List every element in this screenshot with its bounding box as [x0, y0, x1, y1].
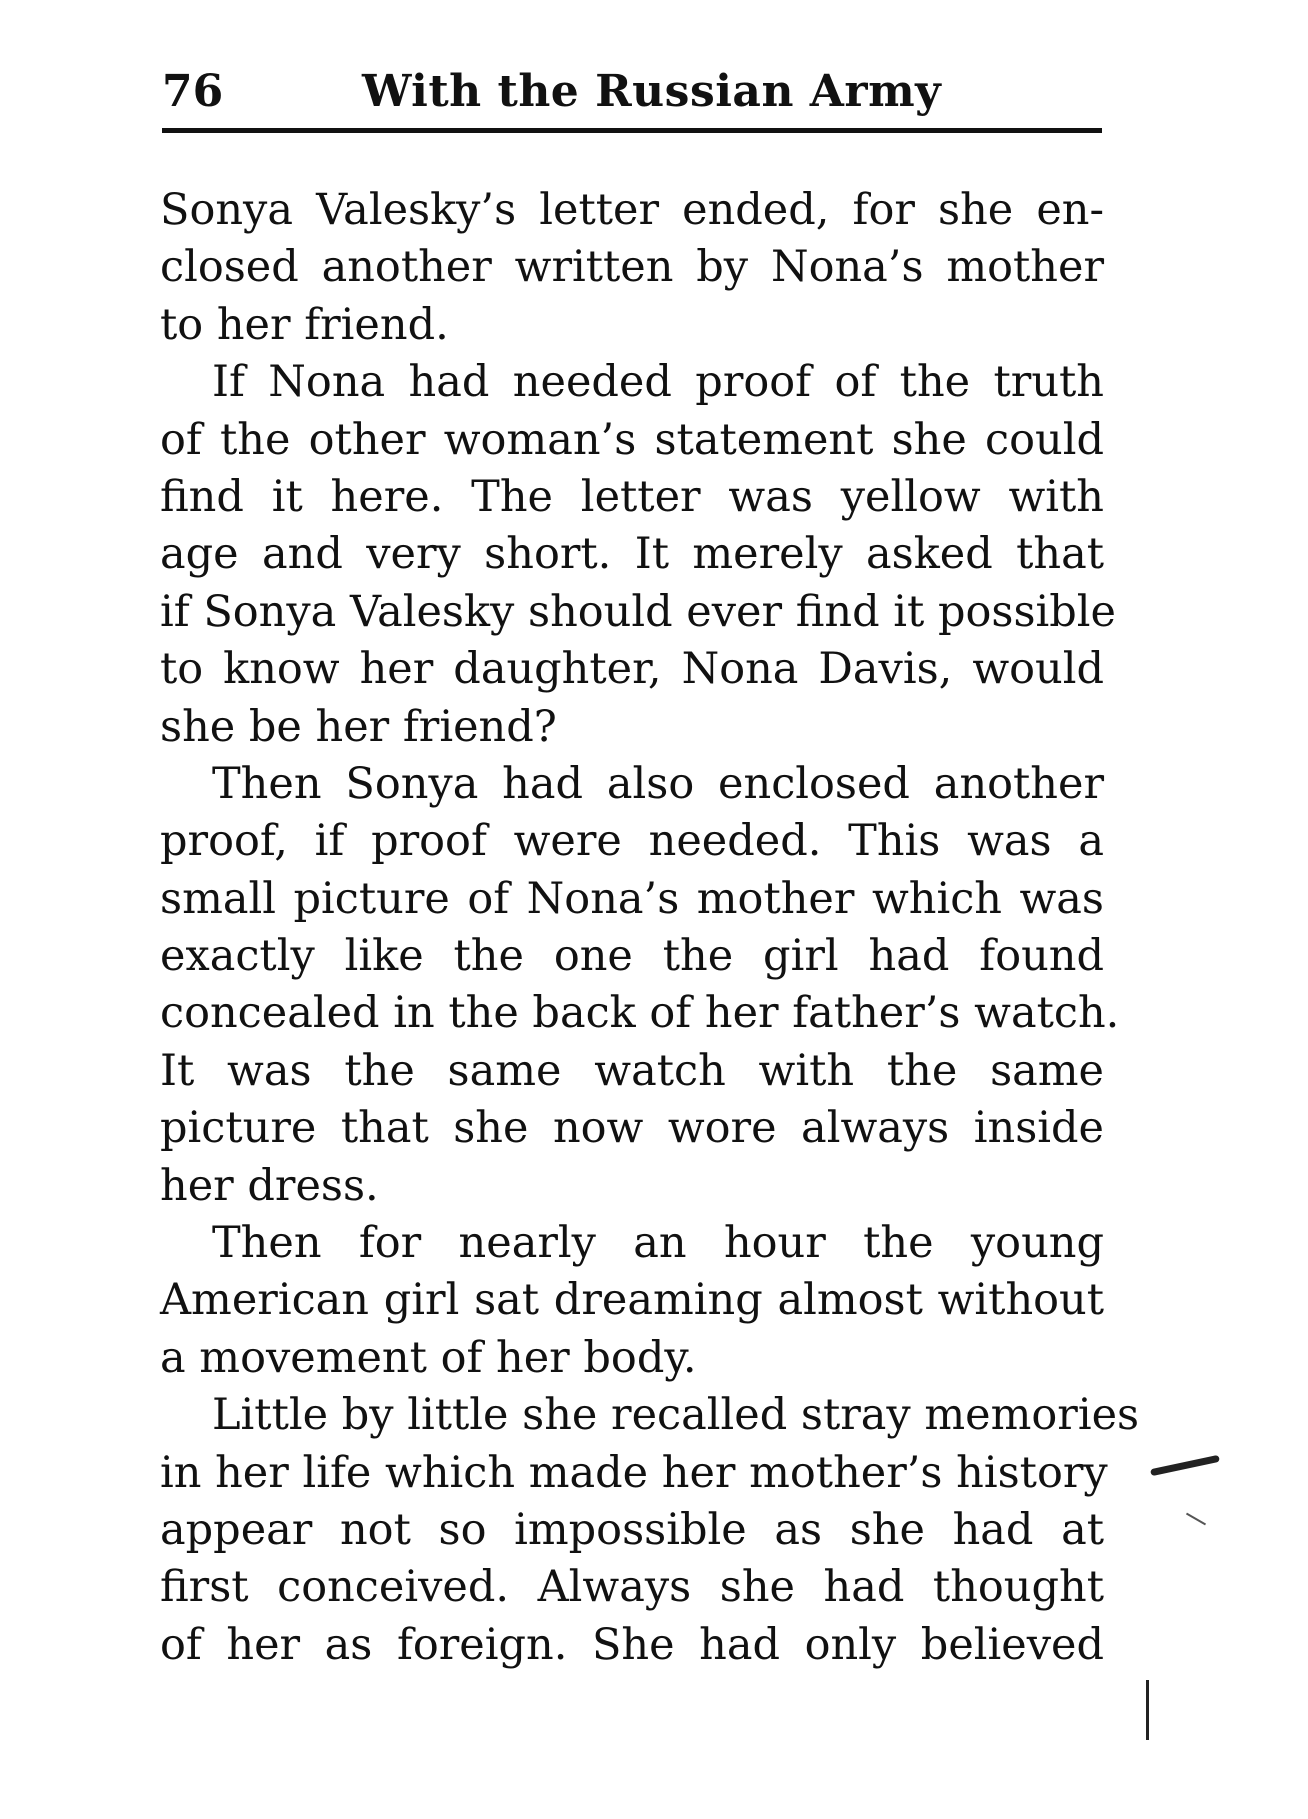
body-text	[160, 182, 1140, 1674]
text-line: proof, if proof were needed. This was a	[160, 816, 1104, 867]
text-line: of the other woman’s statement she could	[160, 414, 1104, 465]
text-line: first conceived. Always she had thought	[160, 1562, 1104, 1613]
header-rule	[162, 128, 1102, 133]
ink-smudge	[1150, 1455, 1220, 1476]
text-line: her dress.	[160, 1160, 379, 1211]
text-line: to know her daughter, Nona Davis, would	[160, 644, 1104, 695]
text-line: closed another written by Nona’s mother	[160, 242, 1104, 293]
text-line: age and very short. It merely asked that	[160, 529, 1104, 580]
text-line: of her as foreign. She had only believed	[160, 1619, 1104, 1670]
margin-mark	[1146, 1680, 1149, 1740]
text-line: find it here. The letter was yellow with	[160, 471, 1104, 522]
page-number: 76	[162, 66, 224, 117]
text-line: If Nona had needed proof of the truth	[212, 357, 1104, 408]
text-line: Little by little she recalled stray memories	[212, 1390, 1140, 1441]
text-line: small picture of Nona’s mother which was	[160, 873, 1104, 924]
text-line: Sonya Valesky’s letter ended, for she en-	[160, 185, 1104, 235]
pencil-mark	[1186, 1513, 1206, 1526]
text-line: exactly like the one the girl had found	[160, 931, 1104, 982]
page-header	[162, 62, 1102, 122]
text-line: she be her friend?	[160, 701, 557, 752]
text-line: appear not so impossible as she had at	[160, 1504, 1104, 1555]
text-line: if Sonya Valesky should ever find it possible	[160, 586, 1116, 637]
text-line: concealed in the back of her father’s watch.	[160, 988, 1120, 1039]
text-line: picture that she now wore always inside	[160, 1103, 1104, 1154]
text-line: It was the same watch with the same	[160, 1045, 1104, 1096]
text-line: in her life which made her mother’s history	[160, 1447, 1108, 1498]
text-line: Then for nearly an hour the young	[212, 1218, 1104, 1269]
text-line: Then Sonya had also enclosed another	[212, 758, 1104, 809]
text-line: a movement of her body.	[160, 1332, 697, 1383]
text-line: American girl sat dreaming almost without	[160, 1275, 1104, 1326]
running-title: With the Russian Army	[362, 66, 942, 117]
text-line: to her friend.	[160, 299, 449, 350]
